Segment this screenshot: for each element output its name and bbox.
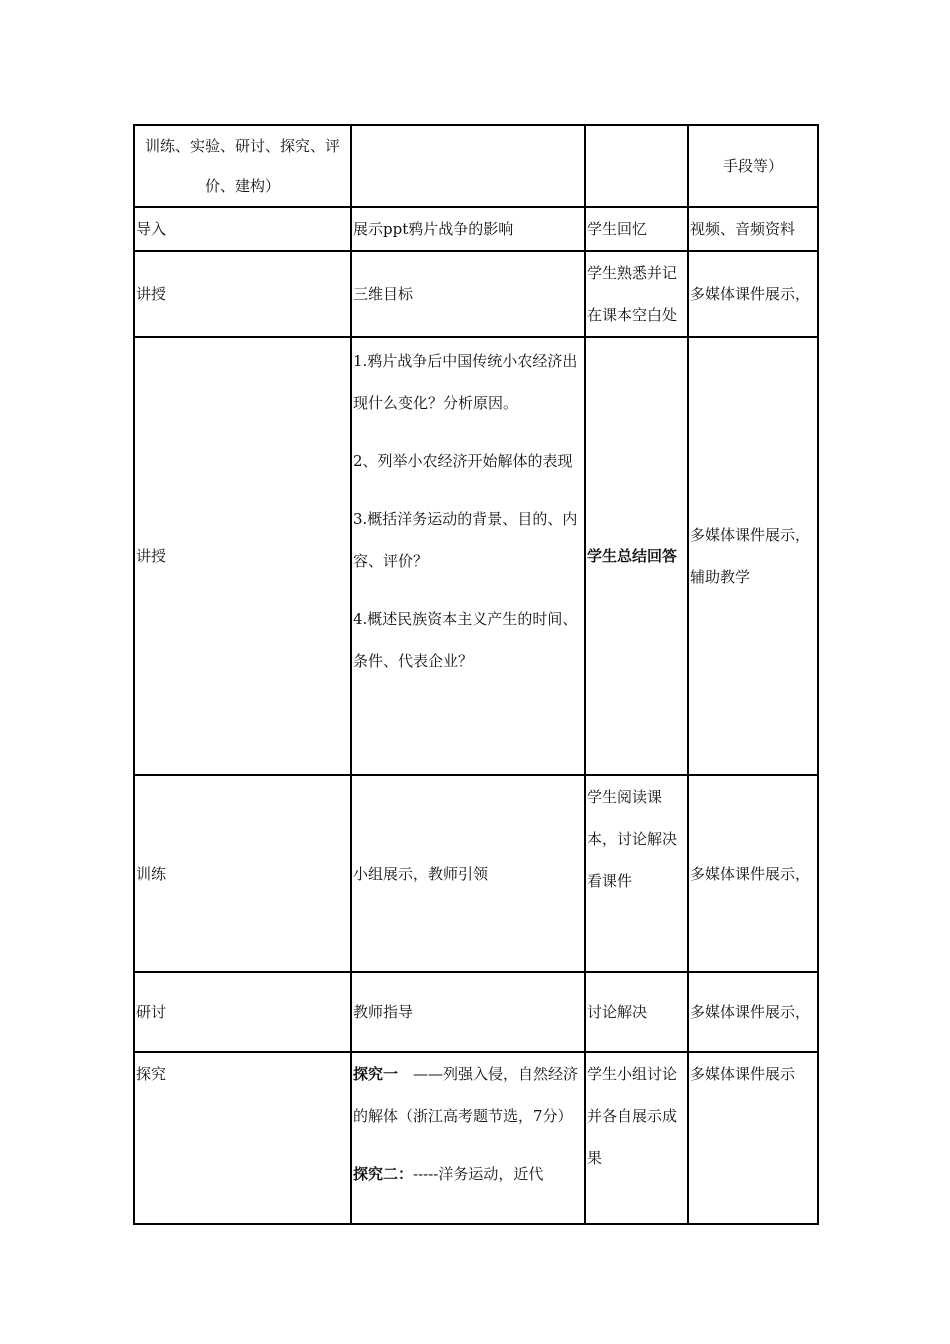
question-item: 3.概括洋务运动的背景、目的、内容、评价？ [353,510,578,570]
table-row [134,251,818,337]
student-cell: 讨论解决 [585,972,688,1052]
stage-cell: 训练、实验、研讨、探究、评价、建构） [134,125,351,207]
media-cell: 多媒体课件展示 [688,1052,818,1224]
stage-cell: 研讨 [134,972,351,1052]
student-cell: 学生回忆 [585,207,688,251]
inquiry-one-label: 探究一 [353,1065,399,1083]
student-cell: 学生阅读课本，讨论解决看课件 [585,775,688,972]
media-cell: 手段等） [688,125,818,207]
content-cell: 三维目标 [351,251,585,337]
stage-cell: 导入 [134,207,351,251]
inquiry-two-text: -----洋务运动，近代 [413,1165,544,1183]
content-cell [351,337,585,775]
inquiry-one-text: ——列强入侵，自然经济的解体（浙江高考题节选，7分） [353,1065,579,1125]
student-cell [585,125,688,207]
table-row [134,1052,818,1224]
media-cell: 多媒体课件展示， [688,775,818,972]
media-cell: 多媒体课件展示，辅助教学 [688,337,818,775]
content-cell [351,1052,585,1224]
stage-cell: 探究 [134,1052,351,1224]
table-row [134,972,818,1052]
table-row [134,775,818,972]
media-cell: 视频、音频资料 [688,207,818,251]
student-cell: 学生总结回答 [585,337,688,775]
table-row-header [134,125,818,207]
question-item: 1.鸦片战争后中国传统小农经济出现什么变化？分析原因。 [353,352,578,412]
inquiry-one [353,1053,583,1137]
inquiry-two-label: 探究二： [353,1165,414,1183]
inquiry-two [353,1153,583,1195]
media-cell: 多媒体课件展示， [688,251,818,337]
table-row [134,337,818,775]
stage-cell: 讲授 [134,251,351,337]
table-row [134,207,818,251]
student-cell: 学生熟悉并记在课本空白处 [585,251,688,337]
content-cell [351,125,585,207]
stage-cell: 讲授 [134,337,351,775]
lesson-plan-table [133,124,819,1225]
media-cell: 多媒体课件展示， [688,972,818,1052]
stage-cell: 训练 [134,775,351,972]
student-cell: 学生小组讨论并各自展示成果 [585,1052,688,1224]
content-cell: 小组展示，教师引领 [351,775,585,972]
question-item: 4.概述民族资本主义产生的时间、条件、代表企业？ [353,610,578,670]
question-item: 2、列举小农经济开始解体的表现 [353,452,573,470]
content-cell: 教师指导 [351,972,585,1052]
content-cell: 展示ppt鸦片战争的影响 [351,207,585,251]
